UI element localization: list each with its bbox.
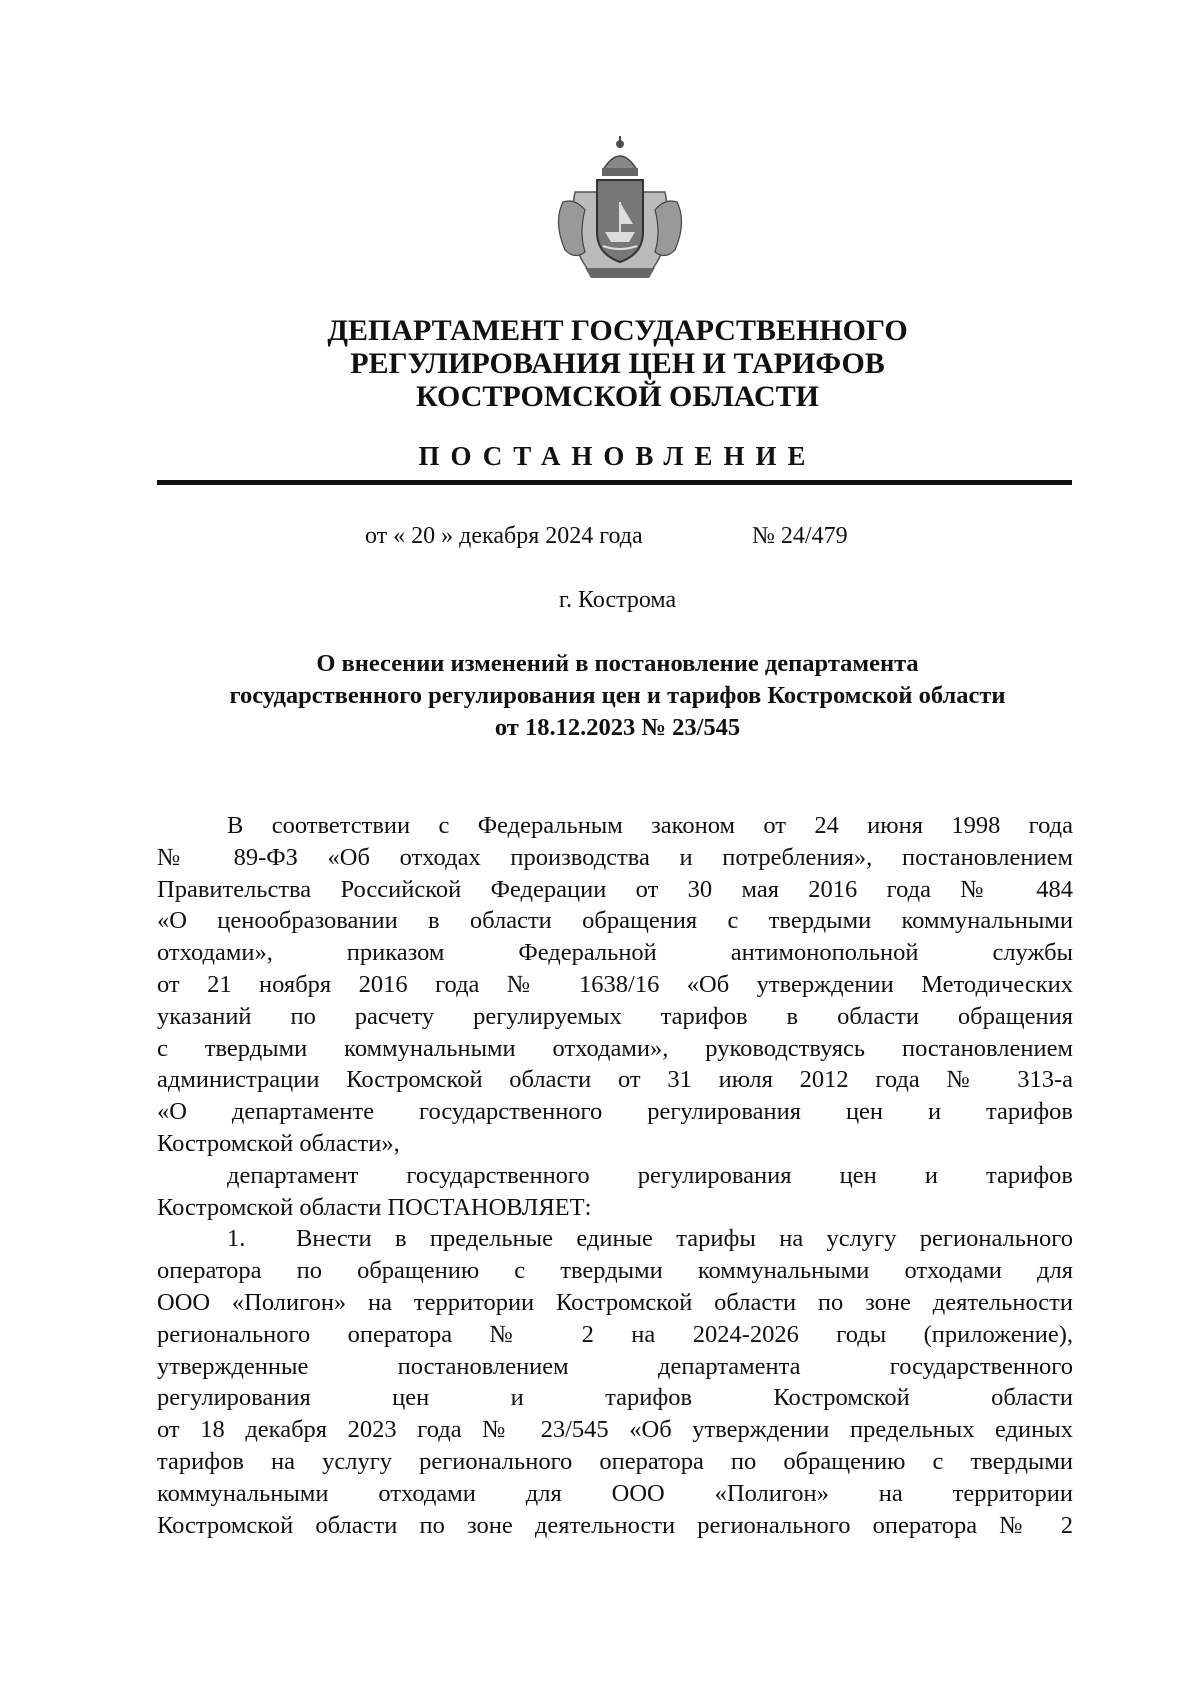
item-1-line: регулирования цен и тарифов Костромской области xyxy=(157,1384,1073,1412)
city: г. Кострома xyxy=(558,587,677,613)
department-line: КОСТРОМСКОЙ ОБЛАСТИ xyxy=(416,380,819,413)
department-name xyxy=(150,314,1085,413)
preamble-line: «О департаменте государственного регулирования цен и тарифов xyxy=(157,1098,1073,1126)
subject-line: О внесении изменений в постановление департамента xyxy=(316,650,919,677)
preamble-line: указаний по расчету регулируемых тарифов в области обращения xyxy=(157,1002,1073,1030)
subject-line: государственного регулирования цен и тарифов Костромской области xyxy=(229,682,1006,709)
item-1-first-line xyxy=(157,1223,1073,1255)
department-line: ДЕПАРТАМЕНТ ГОСУДАРСТВЕННОГО xyxy=(327,314,908,347)
item-1-line: Костромской области по зоне деятельности регионального оператора № 2 xyxy=(157,1511,1073,1539)
item-1-line: ООО «Полигон» на территории Костромской области по зоне деятельности xyxy=(157,1288,1073,1316)
preamble-line: «О ценообразовании в области обращения с твердыми коммунальными xyxy=(157,907,1073,935)
preamble-line: В соответствии с Федеральным законом от 24 июня 1998 года xyxy=(227,812,1073,839)
item-1-line: регионального оператора № 2 на 2024-2026 годы (приложение), xyxy=(157,1320,1073,1348)
preamble-line: отходами», приказом Федеральной антимонопольной службы xyxy=(157,939,1073,967)
decree-title: ПОСТАНОВЛЕНИЕ xyxy=(418,441,817,471)
decree-number: № 24/479 xyxy=(752,523,848,549)
preamble-line: № 89-ФЗ «Об отходах производства и потребления», постановлением xyxy=(157,843,1073,871)
resolve-line: Костромской области ПОСТАНОВЛЯЕТ: xyxy=(157,1193,592,1221)
decree-date: от « 20 » декабря 2024 года xyxy=(365,523,643,549)
coat-of-arms-emblem xyxy=(545,132,695,282)
decree-subject xyxy=(150,648,1085,744)
preamble-line: от 21 ноября 2016 года № 1638/16 «Об утверждении Методических xyxy=(157,970,1073,998)
preamble-line: с твердыми коммунальными отходами», руководствуясь постановлением xyxy=(157,1034,1073,1062)
item-1-line: коммунальными отходами для ООО «Полигон» на территории xyxy=(157,1479,1073,1507)
preamble-line: Костромской области», xyxy=(157,1129,400,1157)
resolve-line: департамент государственного регулирования цен и тарифов xyxy=(227,1161,1073,1189)
date-number-line xyxy=(150,520,1085,552)
department-line: РЕГУЛИРОВАНИЯ ЦЕН И ТАРИФОВ xyxy=(350,347,885,380)
preamble-line: Правительства Российской Федерации от 30 мая 2016 года № 484 xyxy=(157,875,1073,903)
item-1-line: тарифов на услугу регионального оператора по обращению с твердыми xyxy=(157,1447,1073,1475)
item-1-first-text: Внести в предельные единые тарифы на услугу регионального xyxy=(296,1225,1073,1253)
item-1-line: оператора по обращению с твердыми коммунальными отходами для xyxy=(157,1257,1073,1285)
item-number: 1. xyxy=(227,1225,246,1253)
item-1-line: от 18 декабря 2023 года № 23/545 «Об утверждении предельных единых xyxy=(157,1416,1073,1444)
item-1-line: утвержденные постановлением департамента государственного xyxy=(157,1352,1073,1380)
header-divider xyxy=(157,480,1072,485)
preamble-line: администрации Костромской области от 31 июля 2012 года № 313-а xyxy=(157,1066,1073,1094)
subject-line: от 18.12.2023 № 23/545 xyxy=(494,714,741,741)
decree-body xyxy=(157,810,1073,1541)
